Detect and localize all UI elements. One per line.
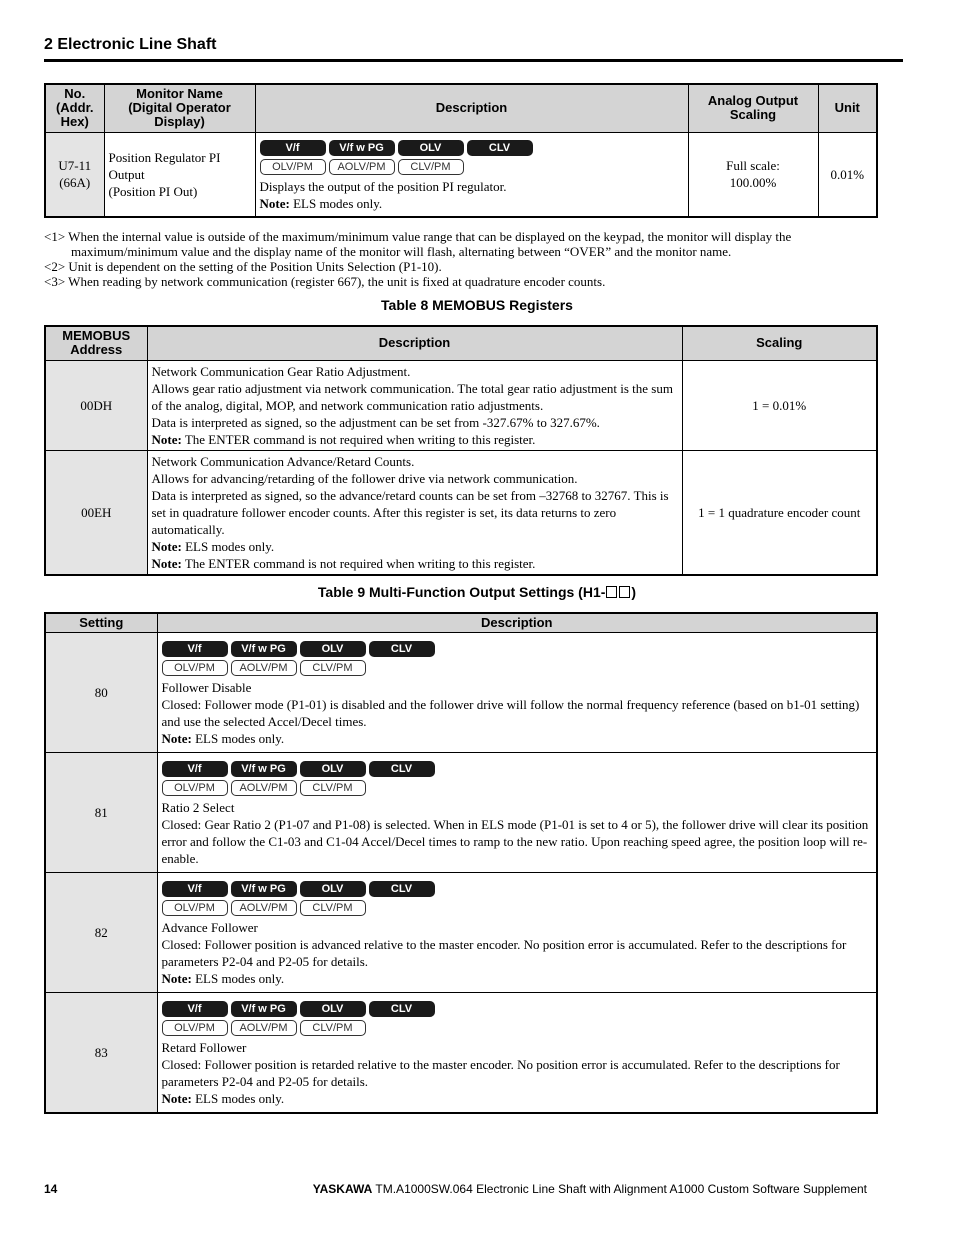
section-rule: [44, 59, 903, 62]
unit: 0.01%: [818, 132, 877, 217]
table-row: [45, 993, 877, 1113]
control-mode-badge: OLV/PM: [162, 660, 228, 676]
table-row: [45, 633, 877, 753]
note-label: Note:: [259, 195, 290, 211]
footnote-3: <3> When reading by network communication (register 667), the unit is fixed at quadrature encoder counts.: [44, 274, 606, 289]
setting-value: 83: [45, 993, 157, 1113]
control-mode-badge: V/f: [162, 761, 228, 777]
monitor-display-name: (Position PI Out): [108, 183, 198, 199]
desc-line: Network Communication Gear Ratio Adjustment.: [151, 363, 411, 379]
table9-caption: [0, 584, 954, 600]
control-mode-badge: OLV: [300, 881, 366, 897]
analog-scaling: [688, 132, 818, 217]
control-mode-badges: [260, 140, 684, 175]
note-text: ELS modes only.: [191, 971, 285, 986]
table8-caption: Table 8 MEMOBUS Registers: [381, 297, 573, 313]
header-analog-scaling: Analog Output Scaling: [688, 84, 818, 132]
note: [162, 1090, 873, 1107]
control-mode-badge: V/f w PG: [231, 761, 297, 777]
setting-title: Advance Follower: [161, 920, 258, 935]
table-row: [45, 873, 877, 993]
memobus-scaling: 1 = 0.01%: [682, 360, 877, 450]
header-description: Description: [157, 613, 877, 633]
control-mode-badge: CLV/PM: [300, 900, 366, 916]
control-mode-badge: CLV/PM: [300, 780, 366, 796]
monitor-addr: (66A): [59, 175, 91, 191]
badge-row: [162, 780, 873, 796]
note-text: ELS modes only.: [289, 195, 383, 211]
control-mode-badge: OLV/PM: [162, 900, 228, 916]
control-mode-badges: [162, 881, 873, 916]
setting-value: 80: [45, 633, 157, 753]
control-mode-badge: CLV: [369, 1001, 435, 1017]
setting-value: 81: [45, 753, 157, 873]
note-label: Note:: [161, 971, 192, 986]
setting-description: [157, 753, 877, 873]
control-mode-badge: CLV/PM: [300, 660, 366, 676]
note-text: ELS modes only.: [191, 1090, 285, 1106]
badge-row: [162, 900, 873, 916]
control-mode-badge: CLV/PM: [300, 1020, 366, 1036]
control-mode-badge: OLV: [398, 140, 464, 156]
badge-row: [162, 1020, 873, 1036]
note-text: ELS modes only.: [181, 538, 275, 554]
control-mode-badge: OLV/PM: [162, 780, 228, 796]
control-mode-badge: V/f w PG: [231, 1001, 297, 1017]
note-text: The ENTER command is not required when writing to this register.: [181, 431, 536, 447]
caption-prefix: Table 9 Multi-Function Output Settings (H1-: [317, 584, 606, 600]
badge-row: [162, 761, 873, 777]
control-mode-badge: V/f: [162, 881, 228, 897]
header-monitor-name: Monitor Name (Digital Operator Display): [104, 84, 255, 132]
monitor-note: [260, 195, 684, 212]
control-mode-badge: CLV/PM: [398, 159, 464, 175]
caption-suffix: ): [631, 584, 637, 600]
monitor-no: U7-11: [58, 158, 92, 174]
footnotes: [44, 229, 874, 289]
control-mode-badge: AOLV/PM: [329, 159, 395, 175]
control-mode-badge: AOLV/PM: [231, 660, 297, 676]
note-label: Note:: [161, 731, 192, 746]
note: [152, 555, 678, 572]
control-mode-badge: OLV/PM: [260, 159, 326, 175]
control-mode-badge: V/f: [162, 641, 228, 657]
control-mode-badge: V/f: [260, 140, 326, 156]
setting-title: Retard Follower: [161, 1039, 247, 1055]
memobus-address: 00DH: [45, 360, 147, 450]
section-title: 2 Electronic Line Shaft: [44, 36, 217, 53]
desc-line: Data is interpreted as signed, so the advance/retard counts can be set from –32768 to 32767. This is set in quadrature follower encoder counts. After this register is set, its data returns to zero automatically.: [151, 487, 669, 537]
setting-text: Closed: Follower position is advanced relative to the master encoder. No position error is accumulated. Refer to the descriptions for parameters P2-04 and P2-05 for details.: [161, 937, 847, 969]
desc-line: Network Communication Advance/Retard Counts.: [151, 453, 415, 469]
note-text: ELS modes only.: [191, 731, 285, 746]
control-mode-badge: OLV/PM: [162, 1020, 228, 1036]
setting-title: Ratio 2 Select: [161, 800, 235, 815]
note: [162, 730, 873, 747]
control-mode-badge: V/f: [162, 1001, 228, 1017]
note: [152, 538, 678, 555]
control-mode-badge: V/f w PG: [329, 140, 395, 156]
monitor-description-cell: [255, 132, 688, 217]
memobus-table: [44, 325, 878, 576]
control-mode-badge: CLV: [467, 140, 533, 156]
placeholder-box-icon: [606, 586, 617, 598]
note-label: Note:: [151, 431, 182, 447]
badge-row: [260, 159, 684, 175]
control-mode-badge: OLV: [300, 1001, 366, 1017]
setting-text: Closed: Follower mode (P1-01) is disabled and the follower drive will follow the normal frequency reference (based on b1-01 setting) and use the selected Accel/Decel times.: [161, 697, 860, 729]
header-setting: Setting: [45, 613, 157, 633]
header-description: Description: [255, 84, 688, 132]
control-mode-badge: AOLV/PM: [231, 900, 297, 916]
badge-row: [162, 641, 873, 657]
footnote-1: <1> When the internal value is outside of the maximum/minimum value range that can be displayed on the keypad, the monitor will display the maximum/minimum value and the display name of the monitor will flash, alternating between “OVER” and the monitor name.: [44, 229, 792, 259]
desc-line: Allows for advancing/retarding of the follower drive via network communication.: [151, 470, 578, 486]
monitor-number: [45, 132, 104, 217]
control-mode-badge: AOLV/PM: [231, 780, 297, 796]
control-mode-badge: CLV: [369, 881, 435, 897]
badge-row: [260, 140, 684, 156]
control-mode-badge: V/f w PG: [231, 641, 297, 657]
placeholder-box-icon: [619, 586, 630, 598]
setting-description: [157, 993, 877, 1113]
control-mode-badges: [162, 641, 873, 676]
memobus-description: [147, 450, 682, 575]
monitor-name-cell: [104, 132, 255, 217]
note-label: Note:: [151, 538, 182, 554]
note-text: The ENTER command is not required when writing to this register.: [181, 555, 536, 571]
setting-value: 82: [45, 873, 157, 993]
scaling-line2: 100.00%: [729, 175, 777, 191]
table-row: [45, 753, 877, 873]
setting-description: [157, 873, 877, 993]
note-label: Note:: [161, 1090, 192, 1106]
control-mode-badge: OLV: [300, 761, 366, 777]
control-mode-badge: OLV: [300, 641, 366, 657]
note: [162, 970, 873, 987]
memobus-scaling: 1 = 1 quadrature encoder count: [682, 450, 877, 575]
setting-description: [157, 633, 877, 753]
monitor-description: Displays the output of the position PI regulator.: [259, 178, 507, 194]
header-no: No. (Addr. Hex): [45, 84, 104, 132]
memobus-description: [147, 360, 682, 450]
control-mode-badge: CLV: [369, 641, 435, 657]
monitor-table: [44, 83, 878, 218]
scaling-line1: Full scale:: [726, 158, 780, 174]
setting-text: Closed: Gear Ratio 2 (P1-07 and P1-08) is selected. When in ELS mode (P1-01 is set to 4 or 5), the follower drive will clear its position error and follow the C1-03 and C1-04 Accel/Decel times to ramp to the new ratio. Upon reaching speed agree, the position loop will re-enable.: [161, 817, 869, 866]
header-description: Description: [147, 326, 682, 360]
control-mode-badges: [162, 1001, 873, 1036]
monitor-name: Position Regulator PI Output: [108, 149, 221, 182]
desc-line: Data is interpreted as signed, so the adjustment can be set from -327.67% to 327.67%.: [151, 414, 600, 430]
note-label: Note:: [151, 555, 182, 571]
badge-row: [162, 660, 873, 676]
brand: YASKAWA: [312, 1182, 373, 1196]
control-mode-badges: [162, 761, 873, 796]
header-unit: Unit: [818, 84, 877, 132]
control-mode-badge: AOLV/PM: [231, 1020, 297, 1036]
control-mode-badge: V/f w PG: [231, 881, 297, 897]
control-mode-badge: CLV: [369, 761, 435, 777]
setting-text: Closed: Follower position is retarded relative to the master encoder. No position error is accumulated. Refer to the descriptions for parameters P2-04 and P2-05 for details.: [161, 1056, 840, 1089]
badge-row: [162, 1001, 873, 1017]
multifunction-output-table: [44, 612, 878, 1114]
document-title: TM.A1000SW.064 Electronic Line Shaft with Alignment A1000 Custom Software Supplement: [372, 1182, 867, 1196]
footnote-2: <2> Unit is dependent on the setting of the Position Units Selection (P1-10).: [44, 259, 442, 274]
desc-line: Allows gear ratio adjustment via network communication. The total gear ratio adjustment is the sum of the analog, digital, MOP, and network communication ratio adjustments.: [151, 380, 673, 413]
badge-row: [162, 881, 873, 897]
document-footer: [313, 1182, 867, 1196]
header-memobus-address: MEMOBUS Address: [45, 326, 147, 360]
memobus-address: 00EH: [45, 450, 147, 575]
setting-title: Follower Disable: [161, 680, 252, 695]
header-scaling: Scaling: [682, 326, 877, 360]
note: [152, 431, 678, 448]
page-number: 14: [44, 1182, 58, 1196]
